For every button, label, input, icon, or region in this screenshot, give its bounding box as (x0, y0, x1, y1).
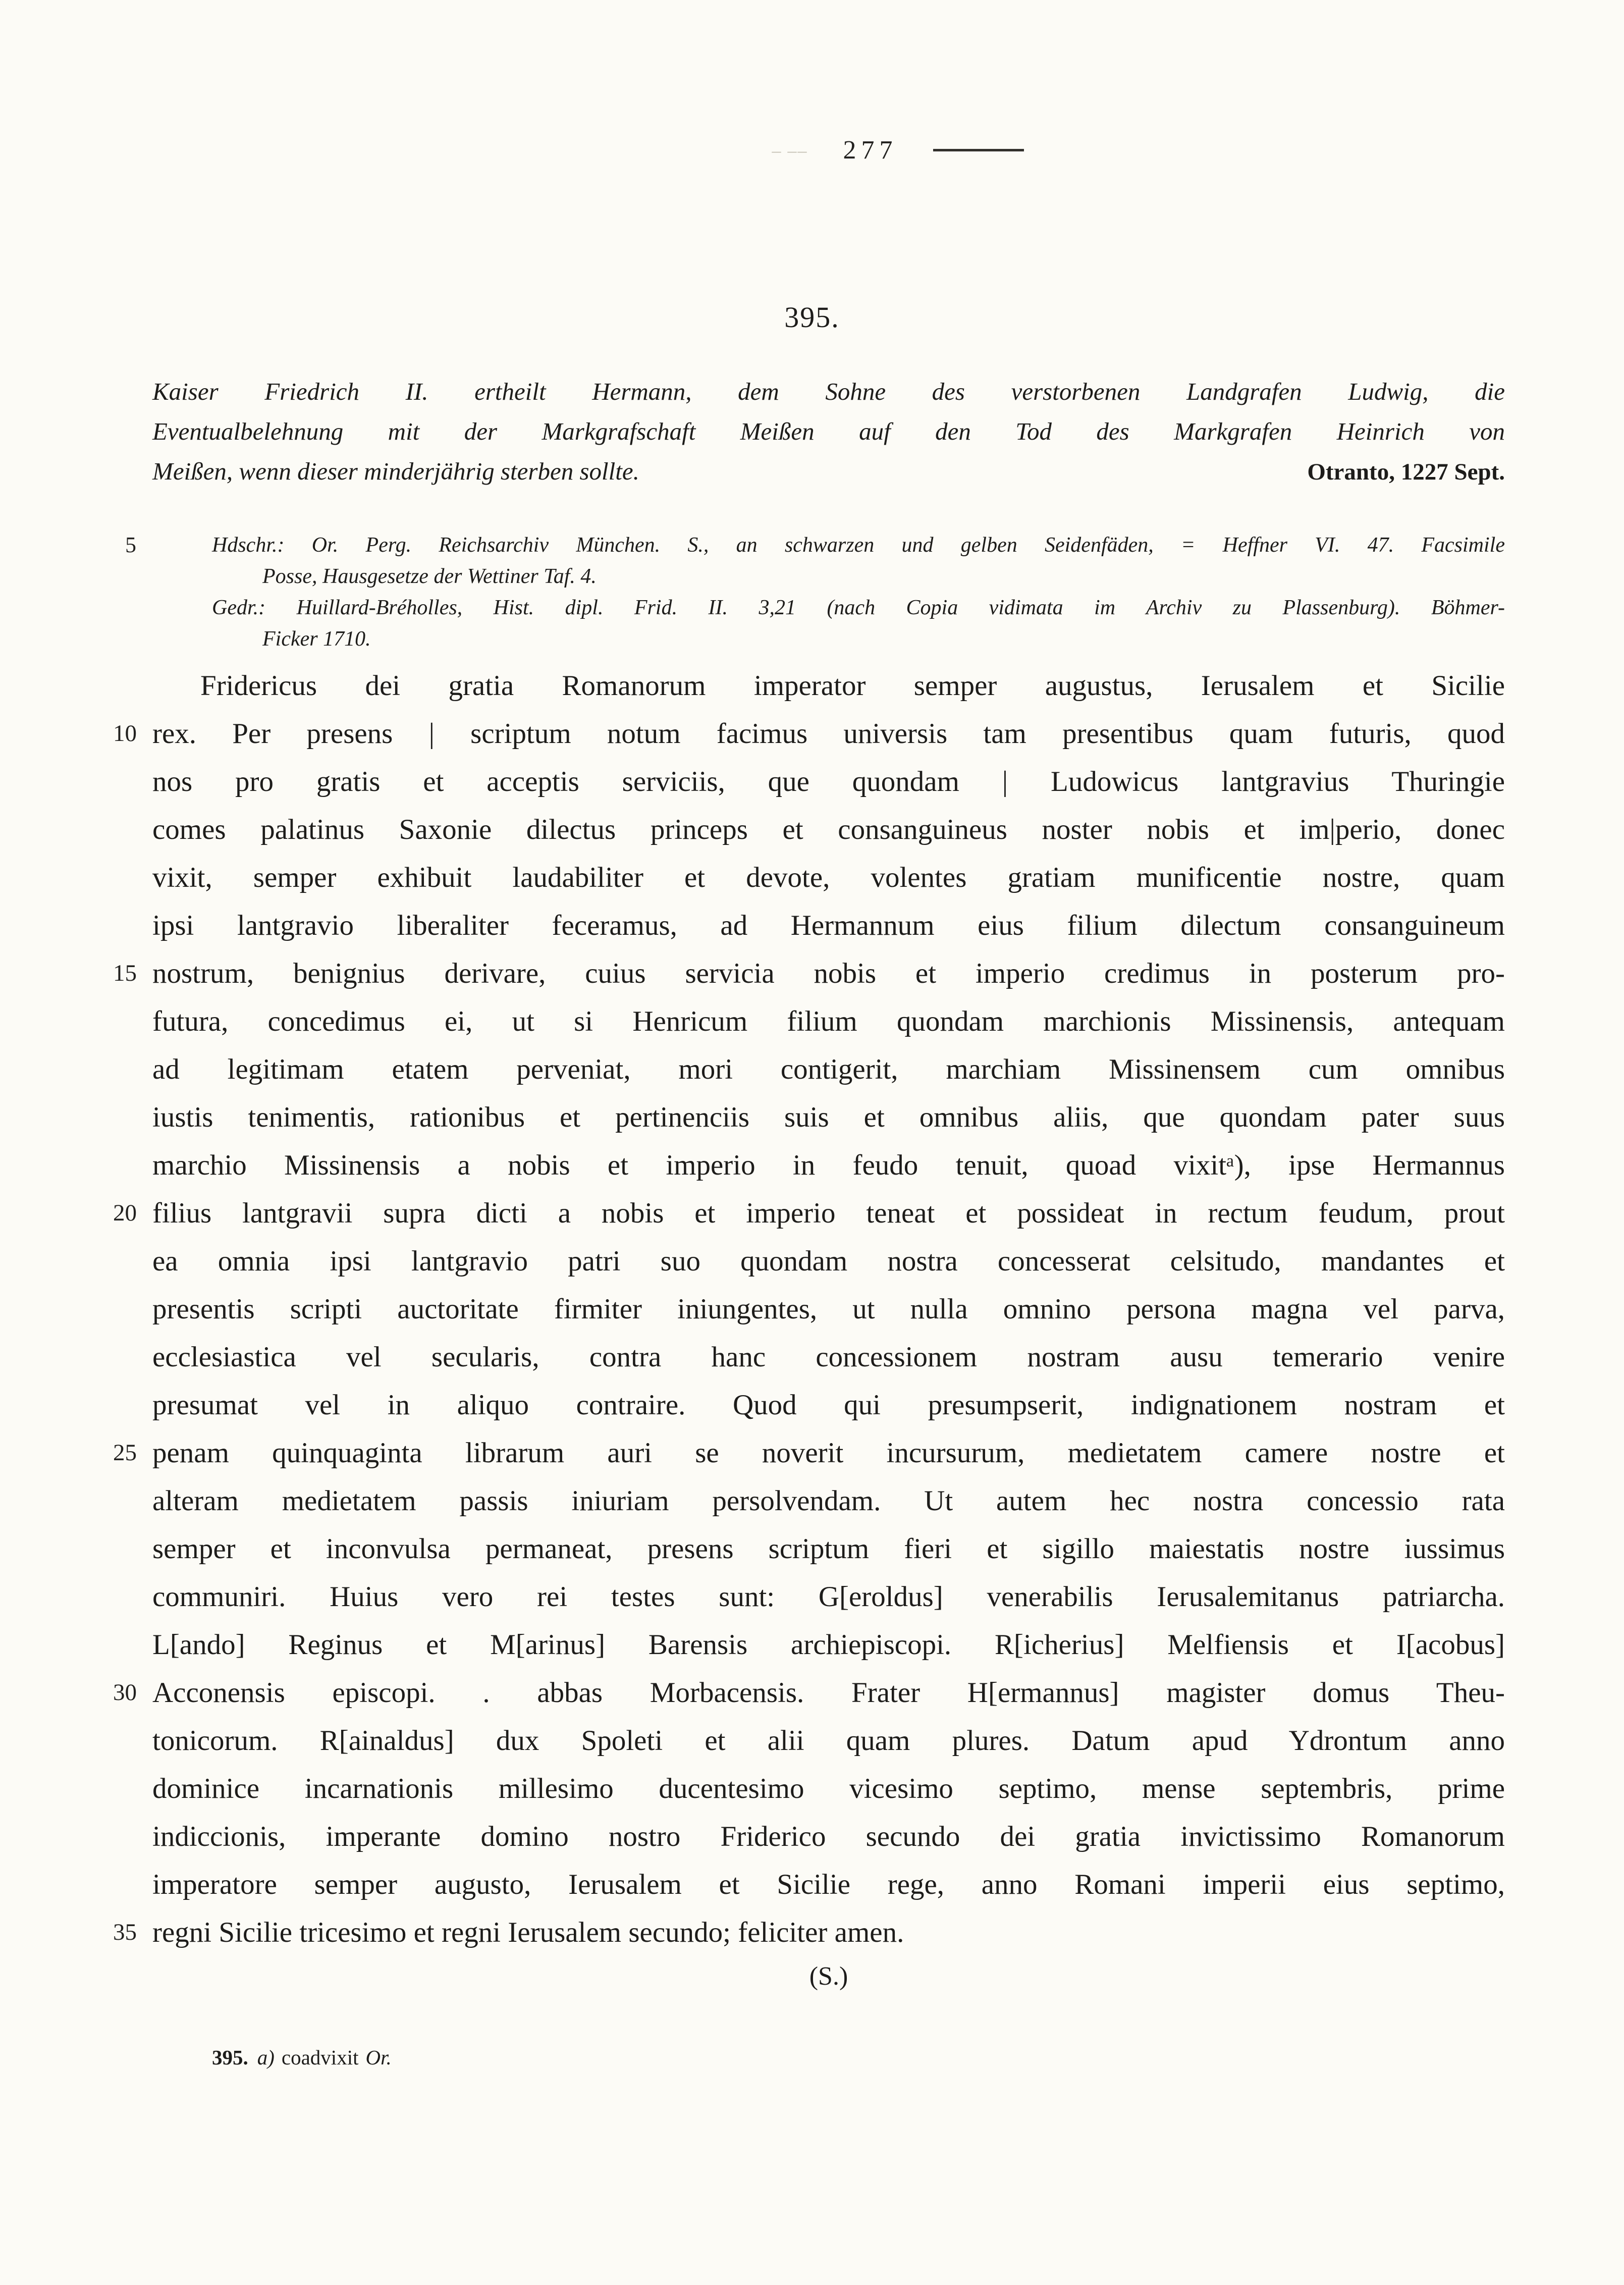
footnote-number: 395. (212, 2046, 248, 2069)
charter-line-text: L[ando] Reginus et M[arinus] Barensis archiepiscopi. R[icherius] Melfiensis et I[acobus] (152, 1629, 1505, 1661)
margin-line-number: 10 (113, 720, 137, 747)
charter-text-line (152, 1333, 1505, 1381)
apparatus-line: Gedr.: Huillard-Bréholles, Hist. dipl. Frid. II. 3,21 (nach Copia vidimata im Archiv zu Plassenburg). Böhmer- (212, 596, 1505, 619)
charter-line-text: presentis scripti auctoritate firmiter iniungentes, ut nulla omnino persona magna vel parva, (152, 1293, 1505, 1325)
footnote-marker: a) (257, 2046, 275, 2069)
charter-text-line (113, 710, 1505, 758)
charter-text-line (113, 1429, 1505, 1477)
charter-text-line (152, 854, 1505, 901)
charter-line-text: comes palatinus Saxonie dilectus princeps et consanguineus noster nobis et im|perio, donec (152, 814, 1505, 845)
charter-text-line (152, 1765, 1505, 1813)
charter-text-line (113, 1908, 1505, 1956)
footnote (212, 2045, 392, 2069)
charter-line-text: Acconensis episcopi. . abbas Morbacensis. Frater H[ermannus] magister domus Theu- (152, 1677, 1505, 1709)
headnote-line: Kaiser Friedrich II. ertheilt Hermann, dem Sohne des verstorbenen Landgrafen Ludwig, die (152, 378, 1505, 405)
page-number: 277 (843, 136, 898, 165)
charter-line-text: ad legitimam etatem perveniat, mori contigerit, marchiam Missinensem cum omnibus (152, 1053, 1505, 1085)
charter-headnote (152, 371, 1505, 492)
seal-mark: (S.) (809, 1962, 848, 1991)
footnote-source: Or. (365, 2046, 392, 2069)
charter-body-text (113, 662, 1505, 1956)
charter-number: 395. (784, 301, 840, 334)
margin-line-number: 25 (113, 1440, 137, 1466)
charter-line-text: penam quinquaginta librarum auri se noverit incursurum, medietatem camere nostre et (152, 1437, 1505, 1469)
charter-line-text: iustis tenimentis, rationibus et pertinenciis suis et omnibus aliis, que quondam pater suus (152, 1101, 1505, 1133)
charter-text-line (152, 1813, 1505, 1861)
charter-text-line (152, 758, 1505, 806)
charter-text-line (152, 901, 1505, 949)
charter-line-text: semper et inconvulsa permaneat, presens scriptum fieri et sigillo maiestatis nostre iussimus (152, 1533, 1505, 1565)
margin-line-number: 5 (125, 533, 136, 557)
charter-dateline: Otranto, 1227 Sept. (1307, 459, 1505, 485)
charter-text-line (152, 662, 1505, 710)
charter-line-text: dominice incarnationis millesimo ducentesimo vicesimo septimo, mense septembris, prime (152, 1773, 1505, 1804)
charter-line-text: futura, concedimus ei, ut si Henricum filium quondam marchionis Missinensis, antequam (152, 1005, 1505, 1037)
charter-line-text: ecclesiastica vel secularis, contra hanc concessionem nostram ausu temerario venire (152, 1341, 1505, 1373)
headnote-last-line (152, 451, 1505, 492)
headnote-line: Meißen, wenn dieser minderjährig sterben sollte. (152, 457, 639, 485)
text-block (113, 371, 1505, 1991)
charter-line-text: Fridericus dei gratia Romanorum imperator semper augustus, Ierusalem et Sicilie (200, 670, 1505, 702)
charter-text-line (152, 1525, 1505, 1573)
margin-line-number: 15 (113, 960, 137, 986)
charter-line-text: ipsi lantgravio liberaliter feceramus, ad Hermannum eius filium dilectum consanguineum (152, 910, 1505, 941)
charter-line-text: regni Sicilie tricesimo et regni Ierusalem secundo; feliciter amen. (152, 1917, 904, 1948)
margin-line-number: 35 (113, 1919, 137, 1945)
footnote-text: coadvixit (281, 2046, 359, 2069)
margin-line-number: 20 (113, 1200, 137, 1226)
charter-text-line (152, 1045, 1505, 1093)
charter-line-text: marchio Missinensis a nobis et imperio in feudo tenuit, quoad vixitᵃ), ipse Hermannus (152, 1149, 1505, 1181)
apparatus-line: Posse, Hausgesetze der Wettiner Taf. 4. (262, 565, 597, 588)
headnote-line: Eventualbelehnung mit der Markgrafschaft Meißen auf den Tod des Markgrafen Heinrich von (152, 417, 1505, 445)
charter-line-text: imperatore semper augusto, Ierusalem et Sicilie rege, anno Romani imperii eius septimo, (152, 1869, 1505, 1900)
charter-text-line (113, 949, 1505, 997)
charter-text-line (152, 1861, 1505, 1908)
charter-text-line (152, 1093, 1505, 1141)
charter-line-text: nos pro gratis et acceptis serviciis, que quondam | Ludowicus lantgravius Thuringie (152, 766, 1505, 798)
charter-text-line (152, 1237, 1505, 1285)
charter-line-text: ea omnia ipsi lantgravio patri suo quondam nostra concesserat celsitudo, mandantes et (152, 1245, 1505, 1277)
charter-text-line (152, 1477, 1505, 1525)
charter-line-text: vixit, semper exhibuit laudabiliter et devote, volentes gratiam munificentie nostre, quam (152, 862, 1505, 893)
apparatus-line: Ficker 1710. (262, 627, 371, 651)
charter-line-text: indiccionis, imperante domino nostro Friderico secundo dei gratia invictissimo Romanorum (152, 1821, 1505, 1852)
charter-line-text: tonicorum. R[ainaldus] dux Spoleti et alii quam plures. Datum apud Ydrontum anno (152, 1725, 1505, 1757)
charter-text-line (152, 1285, 1505, 1333)
charter-line-text: alteram medietatem passis iniuriam persolvendam. Ut autem hec nostra concessio rata (152, 1485, 1505, 1517)
apparatus-line: Hdschr.: Or. Perg. Reichsarchiv München. S., an schwarzen und gelben Seidenfäden, = Heffner VI. 47. Facsimile (212, 534, 1505, 557)
margin-line-number: 30 (113, 1679, 137, 1706)
charter-text-line (152, 1573, 1505, 1621)
charter-line-text: rex. Per presens | scriptum notum facimus universis tam presentibus quam futuris, quod (152, 718, 1505, 750)
charter-text-line (152, 806, 1505, 854)
charter-line-text: communiri. Huius vero rei testes sunt: G[eroldus] venerabilis Ierusalemitanus patriarcha. (152, 1581, 1505, 1613)
charter-line-text: filius lantgravii supra dicti a nobis et imperio teneat et possideat in rectum feudum, prout (152, 1197, 1505, 1229)
charter-text-line (152, 1141, 1505, 1189)
charter-text-line (113, 1669, 1505, 1717)
apparatus (125, 529, 1505, 655)
charter-line-text: nostrum, benignius derivare, cuius servicia nobis et imperio credimus in posterum pro- (152, 958, 1505, 989)
header-rule (933, 149, 1024, 151)
charter-text-line (113, 1189, 1505, 1237)
header-dash-marks: – –– (772, 140, 808, 161)
charter-text-line (152, 1717, 1505, 1765)
page-header (86, 135, 1624, 165)
charter-line-text: presumat vel in aliquo contraire. Quod qui presumpserit, indignationem nostram et (152, 1389, 1505, 1421)
charter-text-line (152, 997, 1505, 1045)
charter-text-line (152, 1381, 1505, 1429)
charter-text-line (152, 1621, 1505, 1669)
